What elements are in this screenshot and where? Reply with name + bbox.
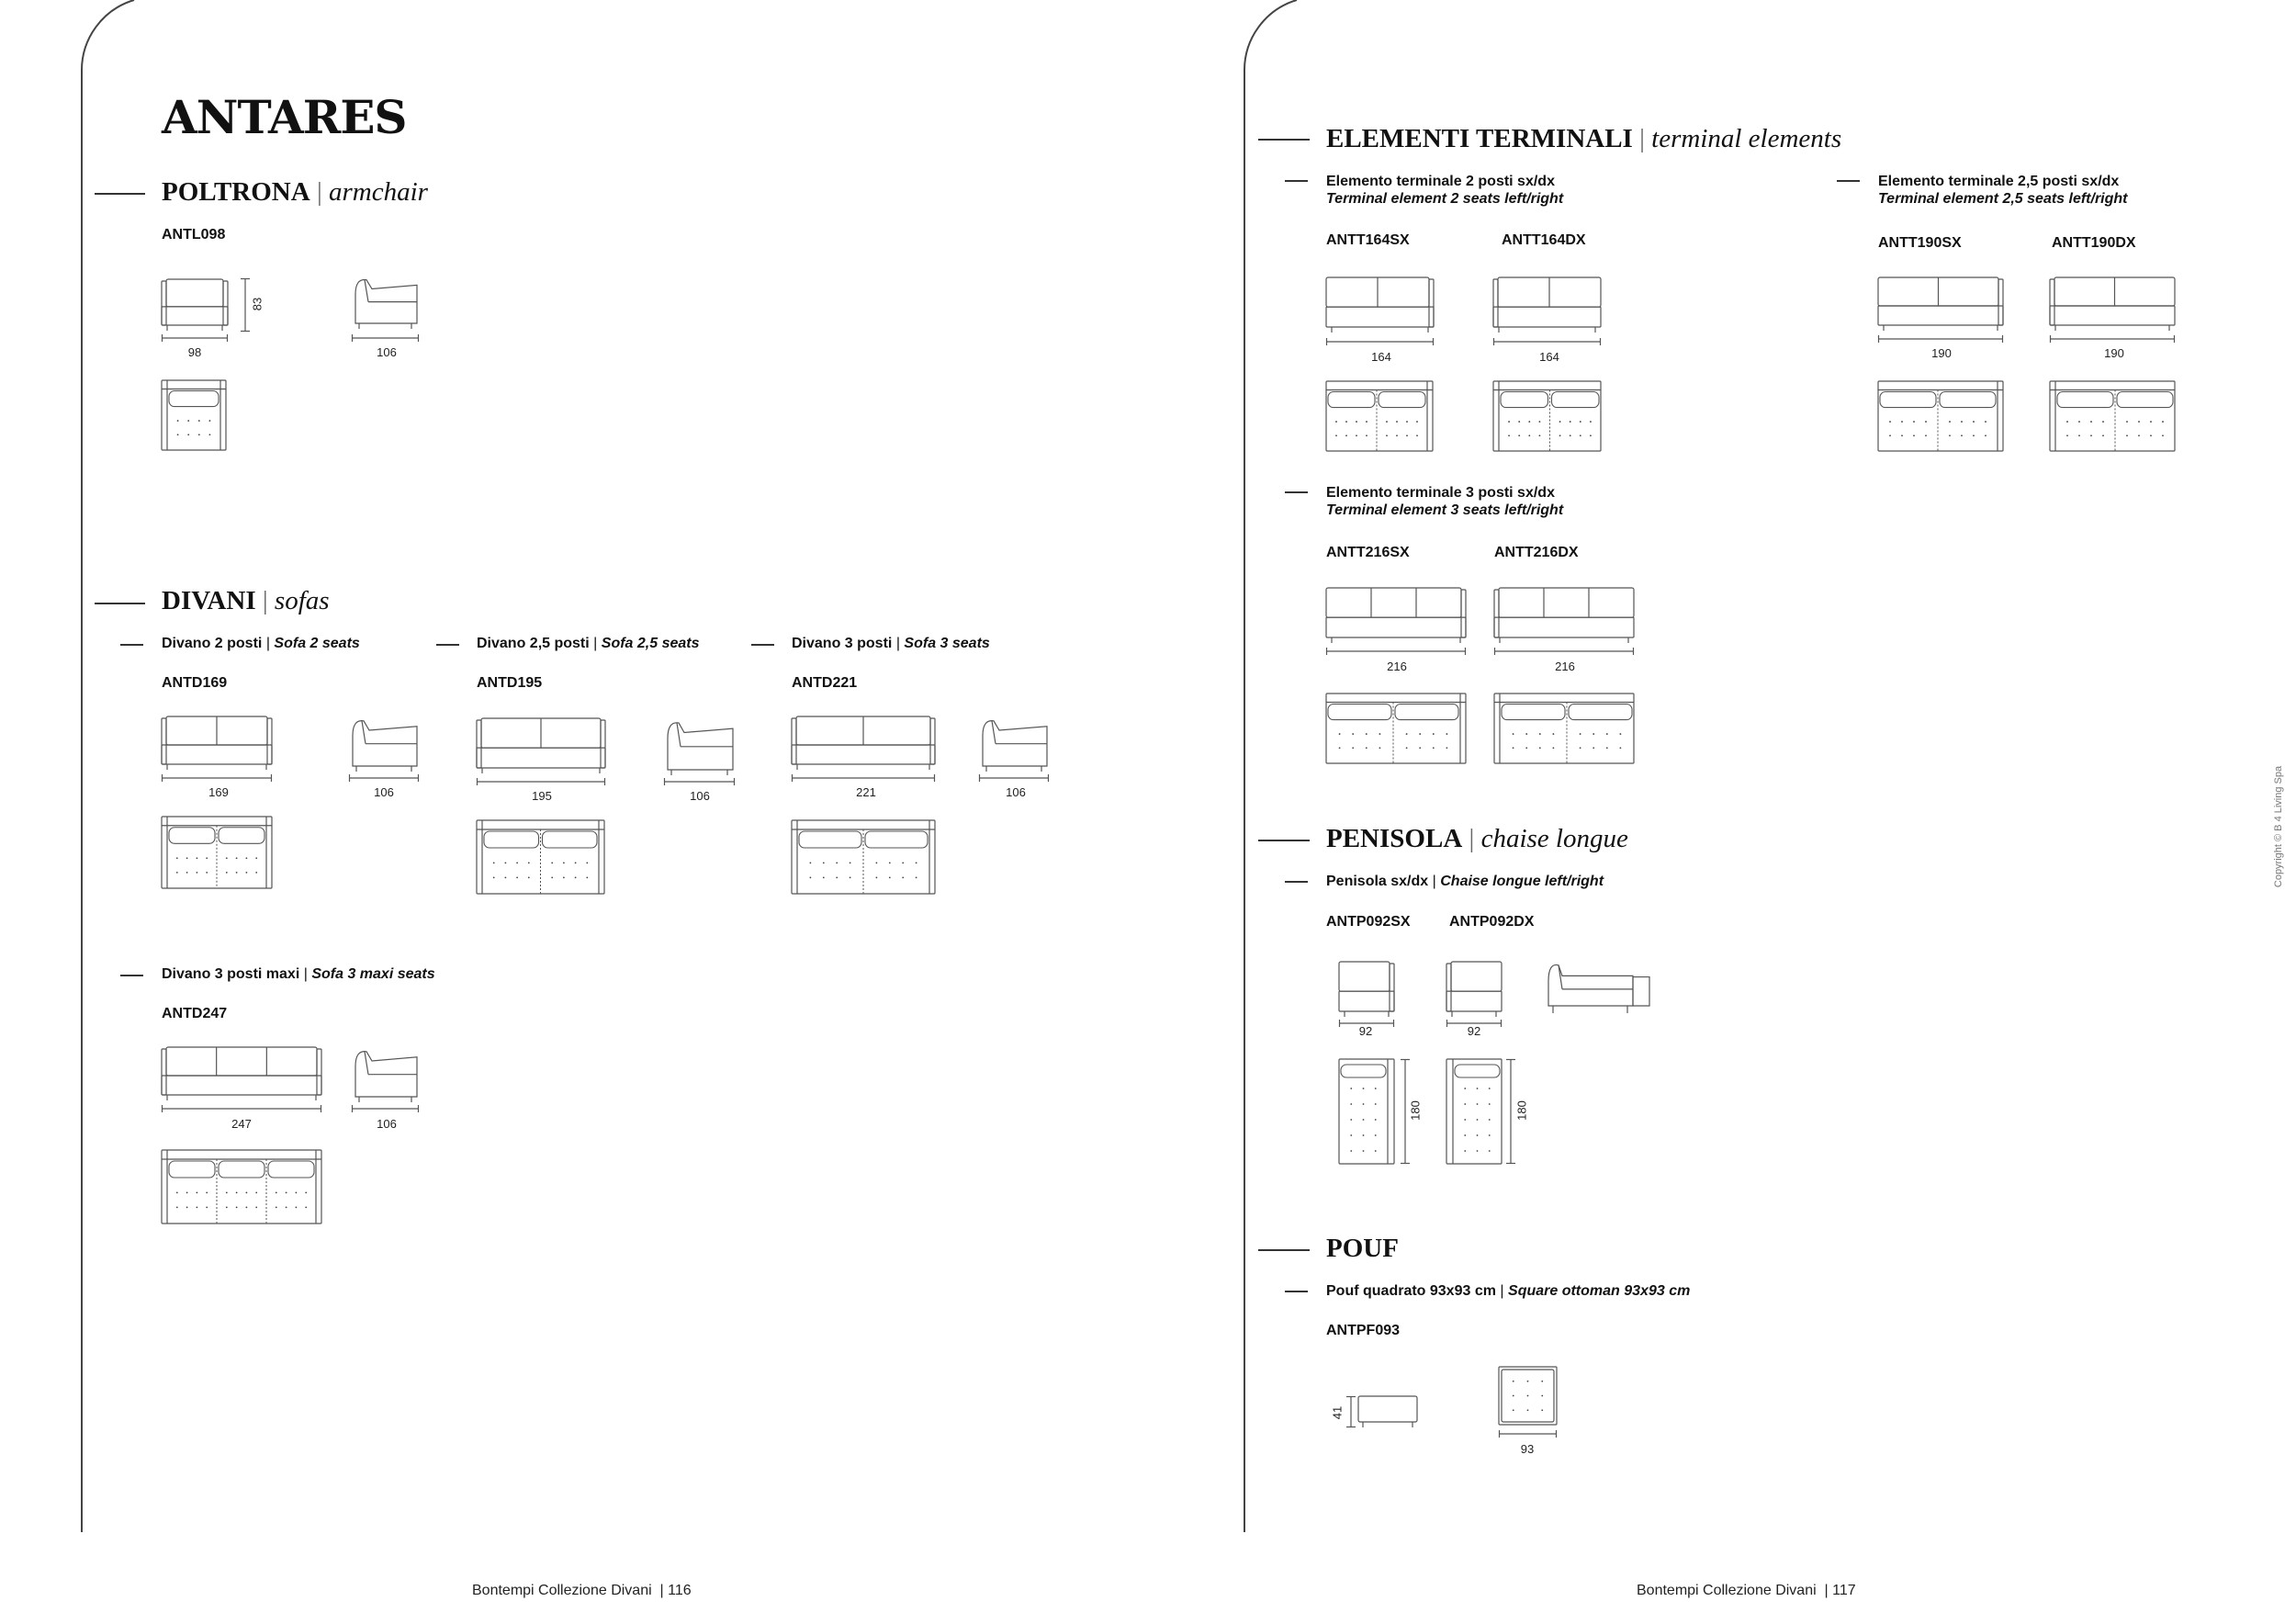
drawing-length-dimension [1506,1059,1515,1164]
item-rule [1837,180,1860,182]
drawing-top-sofa-3 [792,820,935,894]
page-footer-left: Bontempi Collezione Divani | 116 [472,1583,692,1598]
section-heading-it: POLTRONA [162,177,310,207]
dimension-width: 164 [1371,350,1391,364]
product-code: ANTT216SX [1326,545,1410,560]
drawing-top-terminal-2-5-dx [2050,381,2175,451]
drawing-front-terminal-2-5-dx [2050,276,2175,331]
section-heading-penisola [1326,826,1628,852]
collection-title: ANTARES [162,90,407,144]
section-heading-en: chaise longue [1480,824,1628,853]
drawing-side-pouf [1357,1394,1418,1427]
page-number: 116 [668,1583,692,1598]
item-rule [1285,491,1308,493]
drawing-top-terminal-3-sx [1326,694,1466,763]
product-code: ANTT216DX [1494,545,1579,560]
dimension-width: 164 [1539,350,1559,364]
drawing-width-dimension [1326,648,1466,655]
item-label-terminal-2-en: Terminal element 2 seats left/right [1326,191,1564,207]
section-heading-it: DIVANI [162,586,256,615]
section-heading-terminali [1326,126,1841,152]
drawing-front-terminal-3-sx [1326,586,1466,643]
item-label-chaise: Penisola sx/dx | Chaise longue left/right [1326,874,1604,889]
section-heading-it: ELEMENTI TERMINALI [1326,124,1633,153]
section-rule [95,603,145,604]
section-rule [95,193,145,195]
dimension-width: 190 [2104,346,2124,360]
drawing-top-terminal-2-5-sx [1878,381,2003,451]
item-label-sofa-3: Divano 3 posti | Sofa 3 seats [792,636,990,651]
dimension-width: 92 [1358,1024,1373,1038]
dimension-depth: 106 [377,345,397,359]
dimension-width: 221 [856,785,876,799]
dimension-width: 169 [208,785,229,799]
product-code: ANTD221 [792,675,858,691]
drawing-side-sofa-3 [979,716,1049,772]
drawing-length-dimension [1401,1059,1410,1164]
item-label-terminal-2-5: Elemento terminale 2,5 posti sx/dx [1878,174,2120,189]
section-heading-it: POUF [1326,1234,1399,1263]
drawing-width-dimension [1878,335,2003,343]
separator: | [1639,124,1645,153]
drawing-depth-dimension [352,334,419,342]
drawing-width-dimension [477,778,605,785]
item-label-terminal-3-en: Terminal element 3 seats left/right [1326,502,1564,518]
item-rule [120,644,143,646]
dimension-depth: 106 [374,785,394,799]
drawing-side-sofa-2-5 [664,718,735,775]
section-rule [1258,1249,1310,1251]
drawing-front-terminal-2-dx [1493,276,1601,333]
drawing-front-sofa-3 [792,715,935,770]
drawing-width-dimension [1339,1020,1394,1027]
drawing-top-terminal-2-sx [1326,381,1433,451]
dimension-width: 92 [1467,1024,1481,1038]
separator: | [262,586,268,615]
item-rule [1285,180,1308,182]
product-code: ANTPF093 [1326,1323,1401,1338]
copyright-note: Copyright © B 4 Living Spa [2273,765,2284,888]
drawing-depth-dimension [349,774,419,782]
drawing-front-chaise-dx [1446,960,1502,1017]
drawing-width-dimension [2050,335,2175,343]
drawing-top-chaise-sx [1339,1059,1394,1164]
drawing-width-dimension [1499,1430,1557,1438]
dimension-height: 41 [1330,1405,1345,1420]
product-code: ANTD169 [162,675,228,691]
item-rule [1285,881,1308,883]
dimension-depth: 106 [377,1117,397,1131]
section-heading-it: PENISOLA [1326,824,1463,853]
drawing-side-sofa-3-maxi [352,1047,419,1102]
item-rule [1285,1291,1308,1292]
drawing-depth-dimension [979,774,1049,782]
section-heading-pouf [1326,1235,1399,1262]
drawing-front-terminal-2-5-sx [1878,276,2003,331]
drawing-front-terminal-3-dx [1494,586,1634,643]
product-code: ANTP092SX [1326,914,1411,930]
item-rule [436,644,459,646]
drawing-width-dimension [792,774,935,782]
product-code: ANTT164SX [1326,232,1410,248]
dimension-depth: 106 [1006,785,1026,799]
section-rule [1258,139,1310,141]
drawing-width-dimension [1326,338,1434,345]
drawing-top-sofa-2 [162,817,272,888]
dimension-length: 180 [1408,1100,1423,1121]
drawing-side-armchair [352,276,419,329]
drawing-top-sofa-3-maxi [162,1150,321,1224]
separator: | [316,177,322,207]
drawing-depth-dimension [352,1105,419,1112]
item-label-sofa-2: Divano 2 posti | Sofa 2 seats [162,636,360,651]
section-heading-en: armchair [329,177,428,207]
dimension-width: 195 [532,789,552,803]
item-label-terminal-3: Elemento terminale 3 posti sx/dx [1326,485,1555,501]
item-label-terminal-2-5-en: Terminal element 2,5 seats left/right [1878,191,2128,207]
drawing-front-sofa-2-5 [477,716,605,773]
drawing-side-sofa-2 [349,716,419,772]
drawing-front-sofa-2 [162,715,272,770]
separator: | [1469,824,1475,853]
item-label-sofa-3-maxi: Divano 3 posti maxi | Sofa 3 maxi seats [162,966,435,982]
page-footer-right: Bontempi Collezione Divani | 117 [1637,1583,1856,1598]
product-code: ANTT164DX [1502,232,1586,248]
section-rule [1258,840,1310,841]
drawing-front-terminal-2-sx [1326,276,1434,333]
drawing-top-sofa-2-5 [477,820,604,894]
product-code: ANTT190SX [1878,235,1962,251]
section-heading-poltrona [162,179,428,206]
dimension-height: 83 [250,297,264,311]
item-rule [751,644,774,646]
drawing-height-dimension [241,278,250,332]
drawing-width-dimension [1494,648,1634,655]
item-rule [120,975,143,976]
drawing-front-sofa-3-maxi [162,1045,321,1100]
item-label-terminal-2: Elemento terminale 2 posti sx/dx [1326,174,1555,189]
drawing-width-dimension [162,334,228,342]
drawing-depth-dimension [664,778,735,785]
product-code: ANTT190DX [2052,235,2136,251]
page-number: 117 [1832,1583,1856,1598]
drawing-front-chaise-sx [1339,960,1394,1017]
drawing-front-armchair [162,277,228,331]
dimension-width: 98 [187,345,202,359]
item-label-pouf: Pouf quadrato 93x93 cm | Square ottoman 93x93 cm [1326,1283,1691,1299]
section-heading-divani [162,588,330,615]
drawing-width-dimension [1493,338,1601,345]
drawing-top-chaise-dx [1446,1059,1502,1164]
product-code: ANTD195 [477,675,543,691]
product-code: ANTL098 [162,227,226,242]
drawing-width-dimension [1446,1020,1502,1027]
dimension-width: 190 [1931,346,1952,360]
drawing-top-terminal-2-dx [1493,381,1601,451]
dimension-width: 247 [231,1117,252,1131]
dimension-length: 180 [1514,1100,1529,1121]
dimension-width: 216 [1555,660,1575,673]
dimension-width: 93 [1520,1442,1535,1456]
drawing-width-dimension [162,1105,321,1112]
drawing-height-dimension [1346,1396,1356,1427]
drawing-width-dimension [162,774,272,782]
product-code: ANTP092DX [1449,914,1535,930]
product-code: ANTD247 [162,1006,228,1021]
item-label-sofa-2-5: Divano 2,5 posti | Sofa 2,5 seats [477,636,700,651]
section-heading-en: terminal elements [1651,124,1842,153]
section-heading-en: sofas [274,586,330,615]
drawing-top-armchair [162,380,226,450]
dimension-depth: 106 [690,789,710,803]
drawing-top-terminal-3-dx [1494,694,1634,763]
dimension-width: 216 [1387,660,1407,673]
page-frame-left [0,0,184,1562]
drawing-side-chaise [1546,960,1651,1013]
drawing-top-pouf [1499,1367,1557,1425]
